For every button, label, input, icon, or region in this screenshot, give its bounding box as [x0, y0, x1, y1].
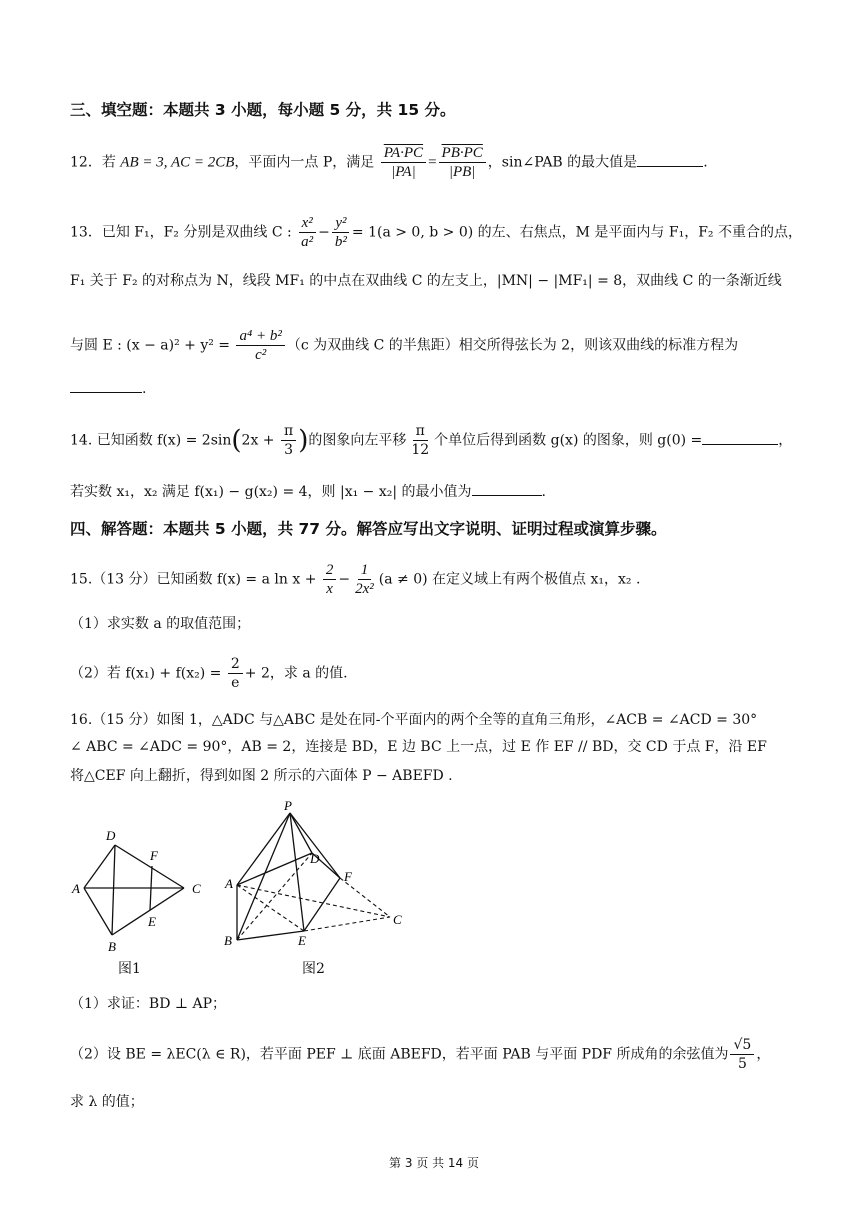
fig2-edge-PE	[290, 813, 304, 931]
fig1-label-B: B	[108, 939, 116, 954]
q12-frac2-den: |PB|	[448, 164, 476, 180]
q14-frac-pi12	[408, 422, 432, 459]
q15-f1-den: x	[326, 581, 333, 597]
question-16-line-3: 将△CEF 向上翻折，得到如图 2 所示的六面体 P − ABEFD .	[70, 768, 453, 784]
q15-minus: −	[338, 571, 351, 588]
q13-minus: −	[318, 224, 330, 241]
q13-frac-x	[298, 214, 316, 251]
q13-frac-circle	[236, 327, 284, 364]
fig1-label-E: E	[148, 914, 156, 929]
fig2-edge-EF	[304, 878, 340, 931]
q13-hx-num: x²	[299, 214, 316, 233]
q13-answer-blank	[70, 378, 142, 393]
q12-frac1-num: PA·PC	[381, 144, 426, 163]
q15-f2-num: 1	[358, 561, 372, 580]
q14-line2-end: .	[541, 484, 546, 500]
q15-e-num: 2	[228, 655, 243, 674]
q13-line3-a: 与圆 E : (x − a)² + y² =	[70, 337, 235, 354]
question-15-line-1	[70, 561, 640, 598]
q15-f2-den: 2x²	[355, 581, 374, 597]
question-14-line-1: 14. 已知函数 f(x) = 2sin(2x + $\frac{\pi}{3}$ )的图象向左平移 $\frac{\pi}{12}$ 个单位后得到函数 g(x) 的图象，则 g(0) = ，	[70, 423, 793, 458]
q15-part2-a: （2）若 f(x₁) + f(x₂) =	[70, 665, 226, 682]
q12-text-a: 若	[101, 154, 121, 171]
q14-pi-num: π	[281, 422, 296, 441]
q13-frac-y	[332, 214, 350, 251]
q13-line3-b: （c 为双曲线 C 的半焦距）相交所得弦长为 2，则该双曲线的标准方程为	[286, 337, 739, 354]
figure-2-caption: 图2	[302, 961, 325, 977]
q15-e-den: e	[231, 675, 240, 691]
question-13-line-4	[70, 378, 146, 399]
fig2-label-E: E	[298, 933, 306, 948]
fig1-edge-BD	[112, 845, 115, 935]
q14-line2-a: 若实数 x₁，x₂ 满足 f(x₁) − g(x₂) = 4，则 |x₁ − x₂| 的最小值为	[70, 484, 472, 500]
fig1-edge-AD	[84, 845, 115, 888]
q13-end: .	[142, 381, 147, 397]
q12-end: .	[703, 154, 708, 171]
q15-line1-b: (a ≠ 0) 在定义域上有两个极值点 x₁，x₂ .	[378, 571, 641, 588]
q14-shift-num: π	[413, 422, 428, 441]
q13-hy-num: y²	[332, 214, 349, 233]
q15-f1-num: 2	[323, 561, 337, 580]
q12-number: 12．	[70, 154, 102, 171]
q12-fraction-1	[381, 144, 426, 181]
q14-paren-a: 2x +	[241, 432, 279, 449]
page-footer: 第 3 页 共 14 页	[389, 1156, 479, 1170]
q14-answer-blank-2	[472, 481, 542, 496]
q14-answer-blank-1	[702, 430, 778, 445]
fig2-edge-PB	[237, 813, 290, 940]
q13-line1-a: 13．已知 F₁，F₂ 分别是双曲线 C :	[70, 224, 297, 241]
fig1-edge-AB	[84, 888, 112, 935]
question-16-line-1: 16.（15 分）如图 1，△ADC 与△ABC 是处在同-个平面内的两个全等的直角三角形，∠ACB = ∠ACD = 30°	[70, 712, 758, 728]
question-13-line-3	[70, 327, 738, 364]
q12-text-b: ，平面内一点 P，满足	[234, 154, 375, 171]
q13-hx-den: a²	[301, 234, 314, 250]
fig2-label-D: D	[310, 851, 320, 866]
q16-cos-num: √5	[730, 1036, 754, 1055]
q16-part2-a: （2）设 BE = λEC(λ ∈ R)，若平面 PEF ⊥ 底面 ABEFD，若平面 PAB 与平面 PDF 所成角的余弦值为	[70, 1046, 729, 1063]
q13-circle-den: c²	[255, 347, 267, 363]
fig1-label-C: C	[192, 881, 201, 896]
q14-pi-den: 3	[284, 442, 294, 458]
q13-hy-den: b²	[334, 234, 347, 250]
q14-line1-c: 个单位后得到函数 g(x) 的图象，则 g(0) =	[434, 432, 703, 449]
figure-2-solid	[220, 795, 410, 955]
figure-1-caption: 图1	[118, 961, 141, 977]
q15-frac-2	[352, 561, 377, 598]
fig2-label-F: F	[344, 869, 352, 884]
fig1-label-D: D	[106, 828, 116, 843]
question-16-part-2-continued: 求 λ 的值；	[70, 1094, 144, 1110]
fig2-dashed-AC	[237, 885, 390, 917]
q12-frac2-num: PB·PC	[439, 144, 486, 163]
q13-circle-num: a⁴ + b²	[236, 327, 284, 346]
q12-answer-blank	[637, 152, 703, 167]
figure-1-kite	[70, 820, 220, 960]
q12-equals: =	[428, 154, 437, 171]
fig2-dashed-BD	[237, 853, 312, 940]
question-15-part-1: （1）求实数 a 的取值范围；	[70, 616, 251, 632]
question-16-line-2: ∠ ABC = ∠ADC = 90°，AB = 2，连接是 BD，E 边 BC 上一点，过 E 作 EF // BD，交 CD 于点 F，沿 EF	[70, 739, 767, 755]
q14-line1-a: 14. 已知函数 f(x) = 2sin	[70, 432, 232, 449]
fig2-edge-PF	[290, 813, 340, 878]
section-3-heading: 三、填空题：本题共 3 小题，每小题 5 分，共 15 分。	[70, 101, 456, 119]
fig2-edge-BE	[237, 931, 304, 940]
q14-shift-den: 12	[411, 442, 430, 458]
fig2-dashed-EC	[304, 917, 390, 931]
fig2-label-A: A	[225, 876, 233, 891]
fig2-label-C: C	[393, 912, 402, 927]
question-12	[70, 144, 708, 181]
q12-condition: AB = 3, AC = 2CB	[120, 154, 235, 171]
q12-fraction-2	[439, 144, 486, 181]
q15-frac-e	[228, 655, 243, 692]
question-16-part-2	[70, 1036, 770, 1073]
q16-cos-den: 5	[737, 1056, 747, 1072]
q14-line1-b: 的图象向左平移	[308, 432, 407, 449]
question-15-part-2	[70, 655, 348, 692]
question-13-line-1	[70, 214, 802, 251]
q15-part2-b: + 2，求 a 的值.	[244, 665, 348, 682]
fig2-dashed-AE	[237, 885, 304, 931]
fig2-label-P: P	[284, 798, 292, 813]
question-14-line-2	[70, 481, 546, 502]
fig2-label-B: B	[224, 933, 232, 948]
fig1-label-A: A	[72, 881, 80, 896]
q13-line1-b: = 1(a > 0, b > 0) 的左、右焦点，M 是平面内与 F₁，F₂ 不重合的点，	[351, 224, 802, 241]
q16-frac-cos	[730, 1036, 754, 1073]
q12-frac1-den: |PA|	[391, 164, 416, 180]
q14-line1-end: ，	[778, 432, 793, 449]
fig1-label-F: F	[150, 848, 158, 863]
q14-frac-pi3	[281, 422, 296, 459]
section-4-heading: 四、解答题：本题共 5 小题，共 77 分。解答应写出文字说明、证明过程或演算步骤。	[70, 520, 667, 538]
q12-text-c: ，sin∠PAB 的最大值是	[487, 154, 638, 171]
question-13-line-2: F₁ 关于 F₂ 的对称点为 N，线段 MF₁ 的中点在双曲线 C 的左支上，|MN| − |MF₁| = 8，双曲线 C 的一条渐近线	[70, 273, 782, 289]
q15-line1-a: 15.（13 分）已知函数 f(x) = a ln x +	[70, 571, 321, 588]
question-16-part-1: （1）求证：BD ⊥ AP；	[70, 996, 227, 1012]
q15-frac-1	[323, 561, 337, 598]
q16-part2-b: ，	[756, 1046, 771, 1063]
fig2-edge-PD	[290, 813, 312, 853]
